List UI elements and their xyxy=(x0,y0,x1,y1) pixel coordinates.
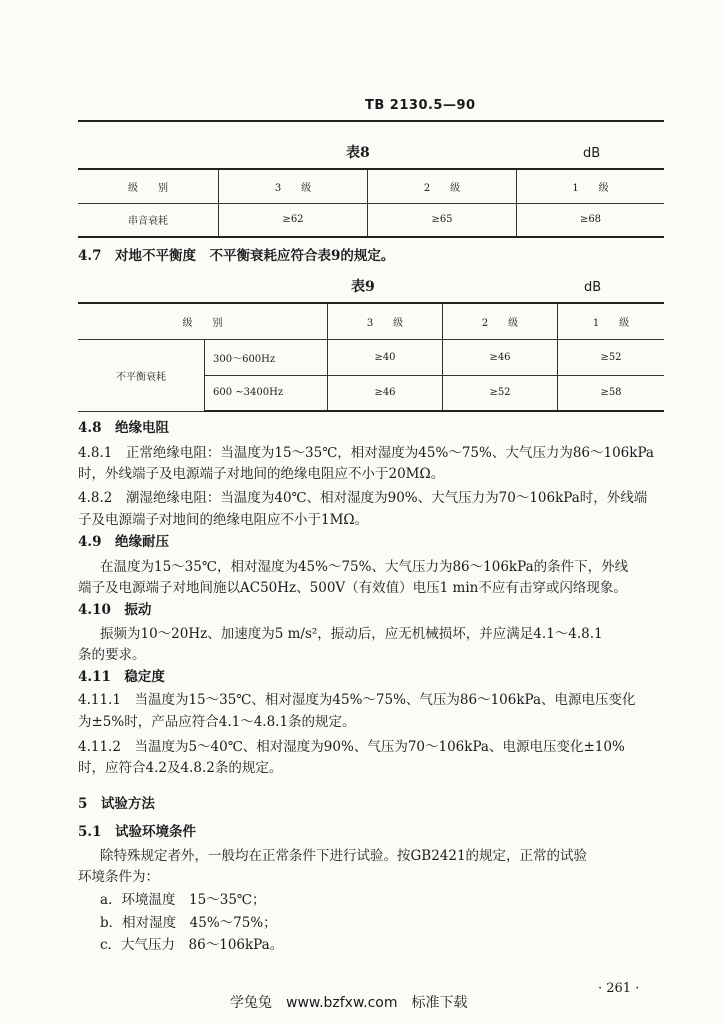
table9-unit: dB xyxy=(584,280,602,295)
heading-5: 5 试验方法 xyxy=(78,796,155,812)
para-5-1-line2: 环境条件为： xyxy=(78,869,159,885)
para-4-8-2-line2: 子及电源端子对地间的绝缘电阻应不小于1MΩ。 xyxy=(78,512,369,528)
table8-header-row xyxy=(78,169,664,203)
heading-4-11: 4.11 稳定度 xyxy=(78,669,165,685)
table9-header-row xyxy=(78,303,664,339)
table8-cell: ≥65 xyxy=(368,203,517,237)
list-item-a: a．环境温度 15～35℃； xyxy=(100,892,266,908)
table9-cell: ≥46 xyxy=(443,339,558,375)
para-4-8-2-line1: 4.8.2 潮湿绝缘电阻：当温度为40℃、相对湿度为90%、大气压力为70～106kPa时，外线端 xyxy=(78,490,648,506)
table9-cell: ≥58 xyxy=(558,375,665,411)
para-4-11-1-line1: 4.11.1 当温度为15～35℃、相对湿度为45%～75%、气压为86～106kPa、电源电压变化 xyxy=(78,692,636,708)
table9-cell: ≥52 xyxy=(443,375,558,411)
table9 xyxy=(78,302,664,412)
heading-4-10: 4.10 振动 xyxy=(78,602,152,618)
para-4-11-1-line2: 为±5%时，产品应符合4.1～4.8.1条的规定。 xyxy=(78,714,356,730)
table9-header-cell: 3 级 xyxy=(328,303,443,339)
heading-5-1: 5.1 试验环境条件 xyxy=(78,824,196,840)
table8-data-row xyxy=(78,203,664,237)
header-rule xyxy=(78,120,664,122)
table8-caption: 表8 xyxy=(346,145,370,161)
table9-row-label: 不平衡衰耗 xyxy=(78,339,205,411)
list-item-b: b．相对湿度 45%～75%； xyxy=(100,915,277,931)
heading-4-9: 4.9 绝缘耐压 xyxy=(78,534,169,550)
table9-header-cell: 级 别 xyxy=(78,303,328,339)
table8-header-cell: 3 级 xyxy=(219,169,368,203)
para-4-11-2-line1: 4.11.2 当温度为5～40℃、相对湿度为90%、气压为70～106kPa、电源电压变化±10% xyxy=(78,739,625,755)
table8-unit: dB xyxy=(583,146,601,161)
para-5-1-line1: 除特殊规定者外，一般均在正常条件下进行试验。按GB2421的规定，正常的试验 xyxy=(100,848,588,864)
table9-freq-cell: 600 ~3400Hz xyxy=(205,375,328,411)
para-4-9-line2: 端子及电源端子对地间施以AC50Hz、500V（有效值）电压1 min不应有击穿或闪络现象。 xyxy=(78,580,627,596)
table8-row-label: 串音衰耗 xyxy=(78,203,219,237)
footer-watermark: 学兔兔 www.bzfxw.com 标准下载 xyxy=(230,995,468,1011)
para-4-9-line1: 在温度为15～35℃，相对湿度为45%～75%、大气压力为86～106kPa的条件下，外线 xyxy=(100,559,629,575)
table9-caption: 表9 xyxy=(351,279,375,295)
table9-cell: ≥52 xyxy=(558,339,665,375)
table8-header-cell: 2 级 xyxy=(368,169,517,203)
para-4-10-line2: 条的要求。 xyxy=(78,647,146,663)
table9-header-cell: 2 级 xyxy=(443,303,558,339)
para-4-8-1-line2: 时，外线端子及电源端子对地间的绝缘电阻应不小于20MΩ。 xyxy=(78,466,445,482)
table9-cell: ≥46 xyxy=(328,375,443,411)
table8-header-cell: 1 级 xyxy=(517,169,665,203)
table8-cell: ≥68 xyxy=(517,203,665,237)
table9-freq-cell: 300～600Hz xyxy=(205,339,328,375)
table9-header-cell: 1 级 xyxy=(558,303,665,339)
page-number: · 261 · xyxy=(598,981,640,996)
para-4-11-2-line2: 时，应符合4.2及4.8.2条的规定。 xyxy=(78,760,283,776)
table8-header-cell: 级 别 xyxy=(78,169,219,203)
para-4-10-line1: 振频为10～20Hz、加速度为5 m/s²，振动后，应无机械损坏，并应满足4.1～4.8.1 xyxy=(100,626,603,642)
table9-cell: ≥40 xyxy=(328,339,443,375)
table9-data-row xyxy=(78,339,664,375)
heading-4-8: 4.8 绝缘电阻 xyxy=(78,420,169,436)
para-4-8-1-line1: 4.8.1 正常绝缘电阻：当温度为15～35℃，相对湿度为45%～75%、大气压力为86～106kPa xyxy=(78,445,654,461)
table8 xyxy=(78,168,664,238)
standard-number: TB 2130.5—90 xyxy=(365,98,476,113)
section-4-7: 4.7 对地不平衡度 不平衡衰耗应符合表9的规定。 xyxy=(78,248,395,264)
table8-cell: ≥62 xyxy=(219,203,368,237)
list-item-c: c．大气压力 86～106kPa。 xyxy=(100,937,284,953)
